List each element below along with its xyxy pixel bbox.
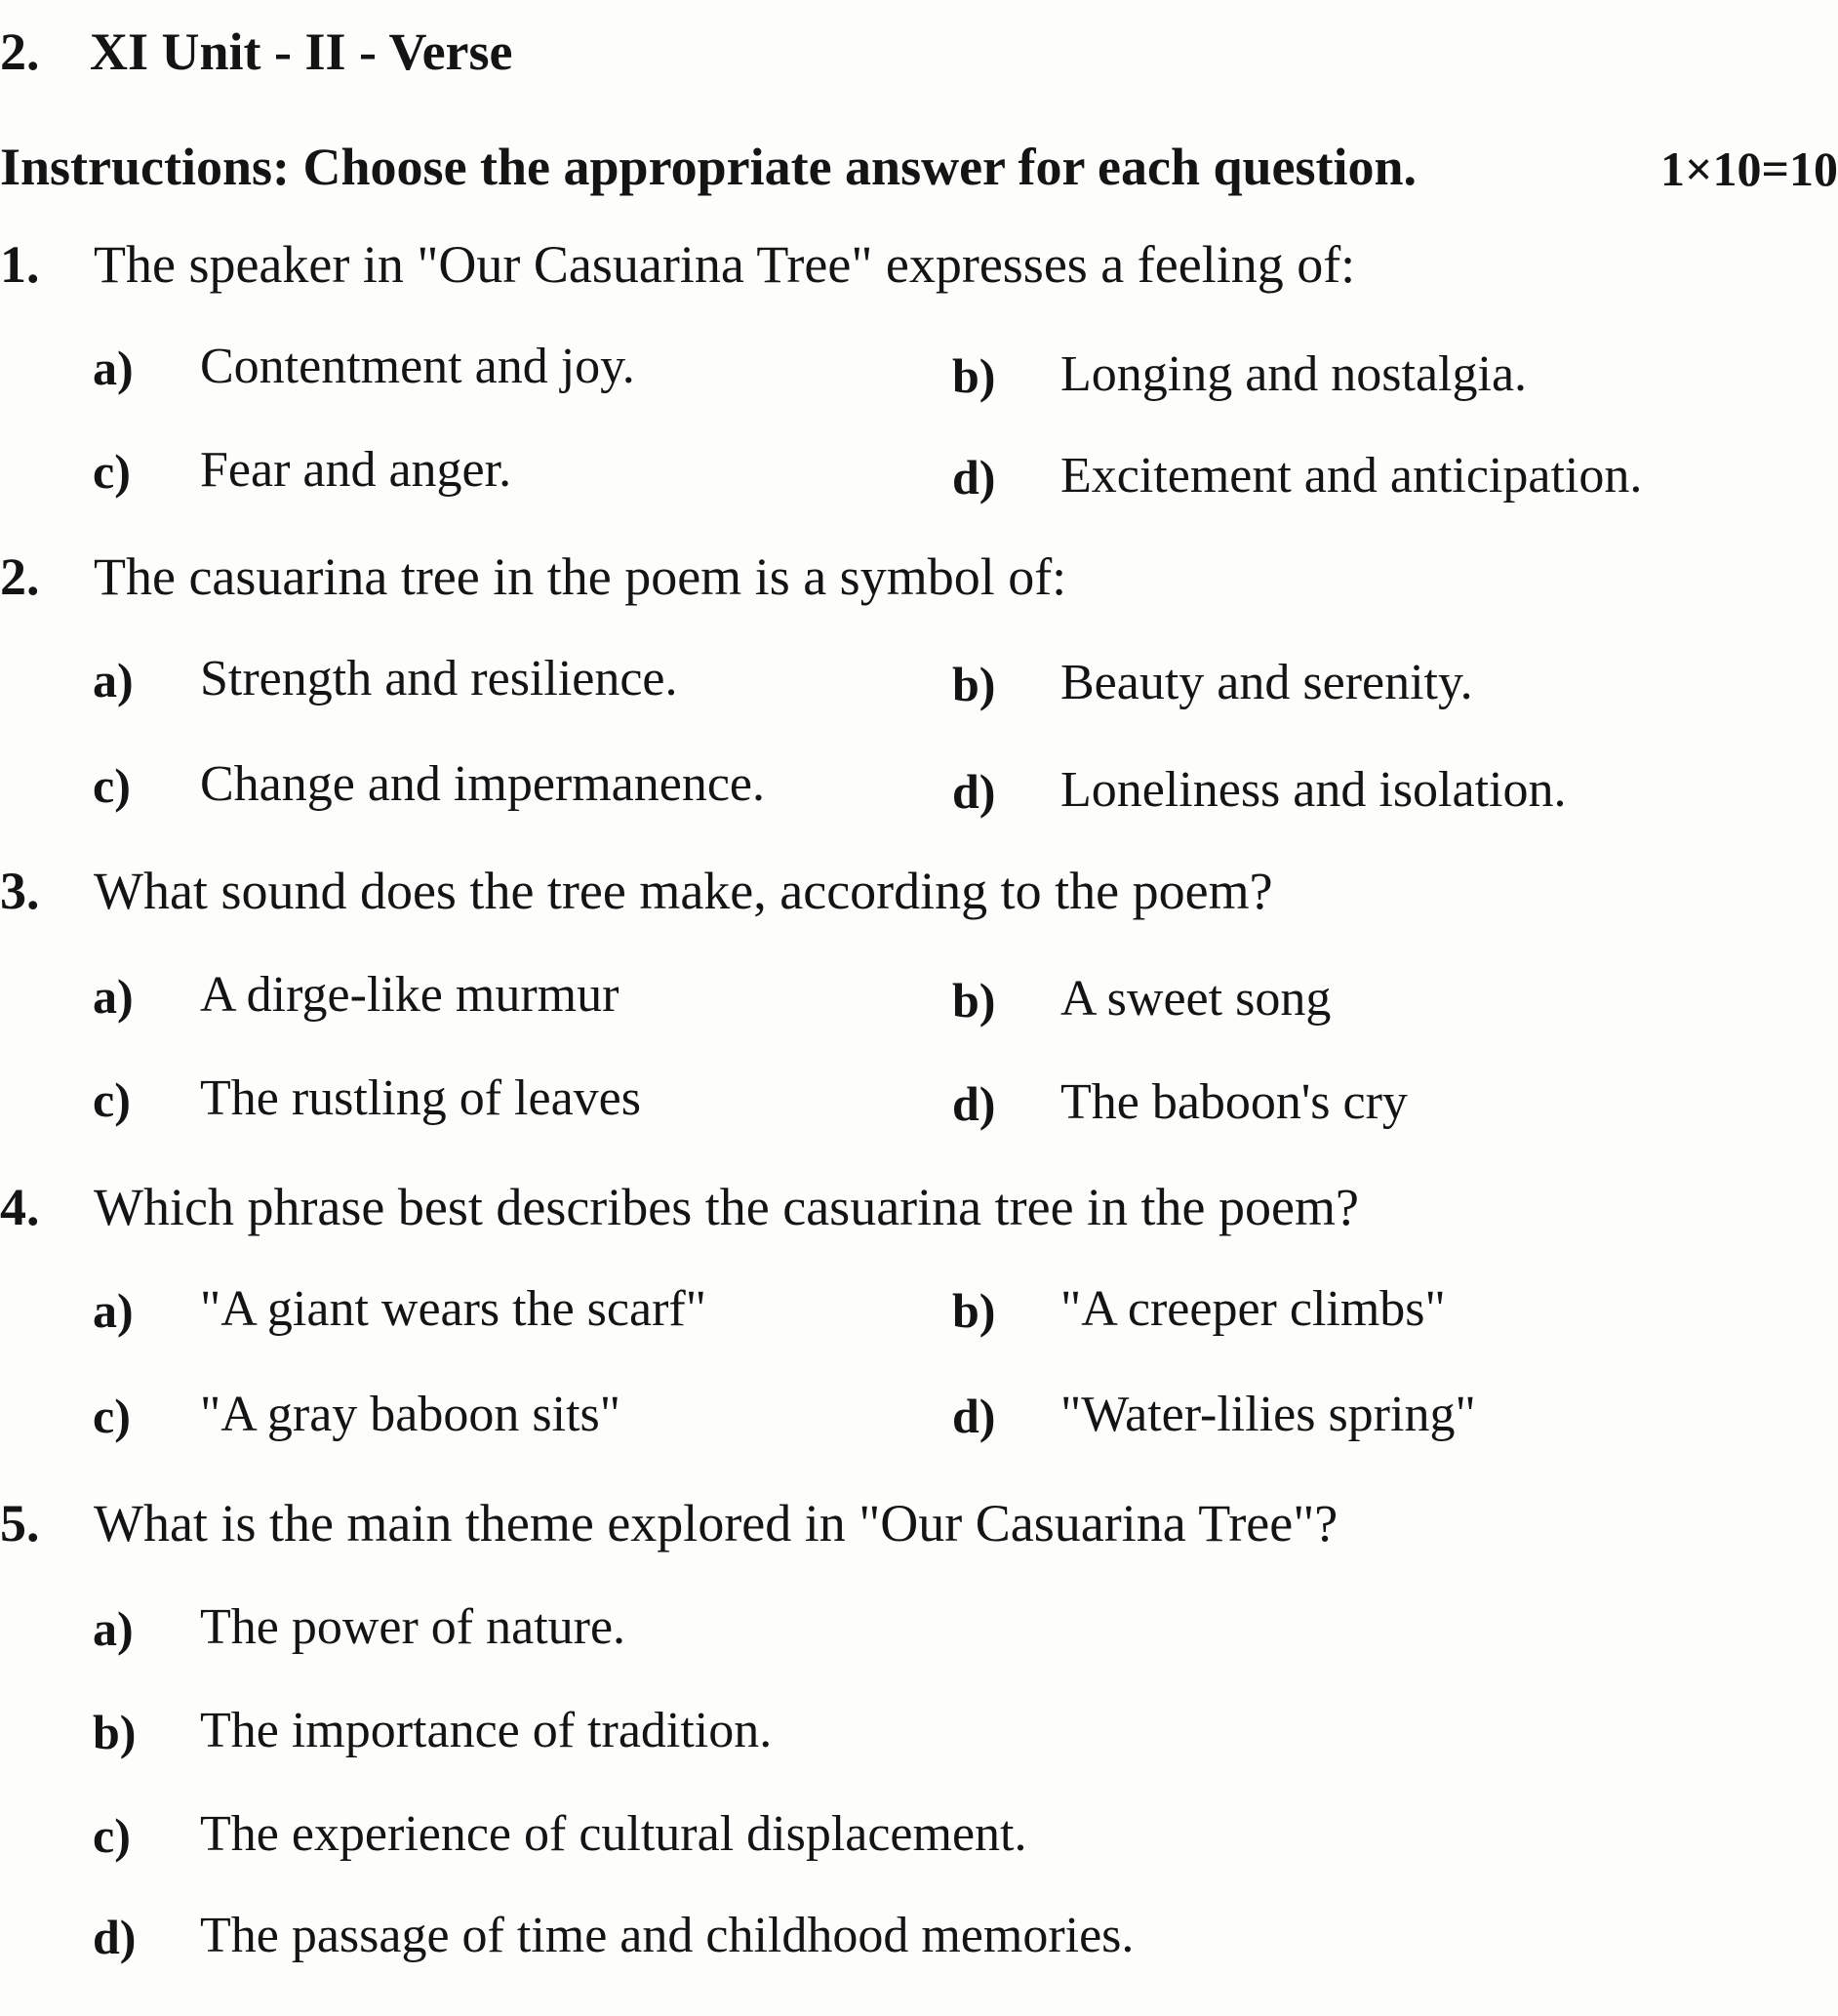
option-letter: b) (93, 1705, 137, 1759)
option-letter: a) (93, 969, 134, 1024)
option-letter: c) (93, 1072, 131, 1127)
option-c[interactable]: "A gray baboon sits" (200, 1387, 620, 1442)
option-letter: d) (93, 1910, 137, 1964)
option-letter: c) (93, 444, 131, 499)
option-letter: b) (952, 348, 996, 403)
option-c[interactable]: Change and impermanence. (200, 756, 765, 812)
option-letter: c) (93, 1389, 131, 1443)
option-a[interactable]: The power of nature. (200, 1599, 626, 1655)
section-number: 2. (0, 22, 40, 81)
option-letter: c) (93, 1808, 131, 1863)
option-letter: a) (93, 1283, 134, 1338)
option-c[interactable]: The rustling of leaves (200, 1070, 641, 1126)
option-c[interactable]: Fear and anger. (200, 442, 512, 498)
question-number: 5. (0, 1494, 40, 1552)
question-text: Which phrase best describes the casuarina tree in the poem? (94, 1178, 1359, 1236)
option-letter: d) (952, 764, 996, 819)
option-c[interactable]: The experience of cultural displacement. (200, 1806, 1027, 1862)
option-b[interactable]: The importance of tradition. (200, 1703, 773, 1758)
option-letter: d) (952, 450, 996, 504)
option-d[interactable]: Loneliness and isolation. (1060, 762, 1567, 818)
option-letter: a) (93, 341, 134, 395)
instructions-text: Instructions: Choose the appropriate answer for each question. (0, 138, 1418, 196)
question-number: 3. (0, 862, 40, 920)
option-b[interactable]: Longing and nostalgia. (1060, 346, 1528, 402)
question-text: What sound does the tree make, according to the poem? (94, 862, 1273, 920)
option-letter: c) (93, 758, 131, 813)
option-letter: a) (93, 653, 134, 707)
question-number: 4. (0, 1178, 40, 1236)
question-text: What is the main theme explored in "Our Casuarina Tree"? (94, 1494, 1339, 1552)
option-b[interactable]: "A creeper climbs" (1060, 1281, 1446, 1337)
option-b[interactable]: Beauty and serenity. (1060, 655, 1473, 710)
option-d[interactable]: Excitement and anticipation. (1060, 448, 1643, 504)
option-d[interactable]: The passage of time and childhood memories. (200, 1908, 1135, 1963)
option-letter: d) (952, 1076, 996, 1131)
option-letter: a) (93, 1601, 134, 1656)
section-title: XI Unit - II - Verse (90, 22, 513, 81)
option-a[interactable]: Strength and resilience. (200, 651, 678, 706)
option-b[interactable]: A sweet song (1060, 971, 1332, 1027)
marks-allocation: 1×10=10 (1660, 141, 1838, 196)
option-letter: b) (952, 1283, 996, 1338)
option-letter: b) (952, 973, 996, 1028)
option-letter: b) (952, 657, 996, 711)
question-text: The speaker in "Our Casuarina Tree" expresses a feeling of: (94, 235, 1356, 294)
question-text: The casuarina tree in the poem is a symbol of: (94, 547, 1067, 606)
option-letter: d) (952, 1389, 996, 1443)
question-number: 2. (0, 547, 40, 606)
option-a[interactable]: A dirge-like murmur (200, 967, 619, 1023)
option-d[interactable]: The baboon's cry (1060, 1074, 1408, 1130)
option-a[interactable]: Contentment and joy. (200, 339, 635, 394)
question-number: 1. (0, 235, 40, 294)
option-a[interactable]: "A giant wears the scarf" (200, 1281, 706, 1337)
option-d[interactable]: "Water-lilies spring" (1060, 1387, 1476, 1442)
